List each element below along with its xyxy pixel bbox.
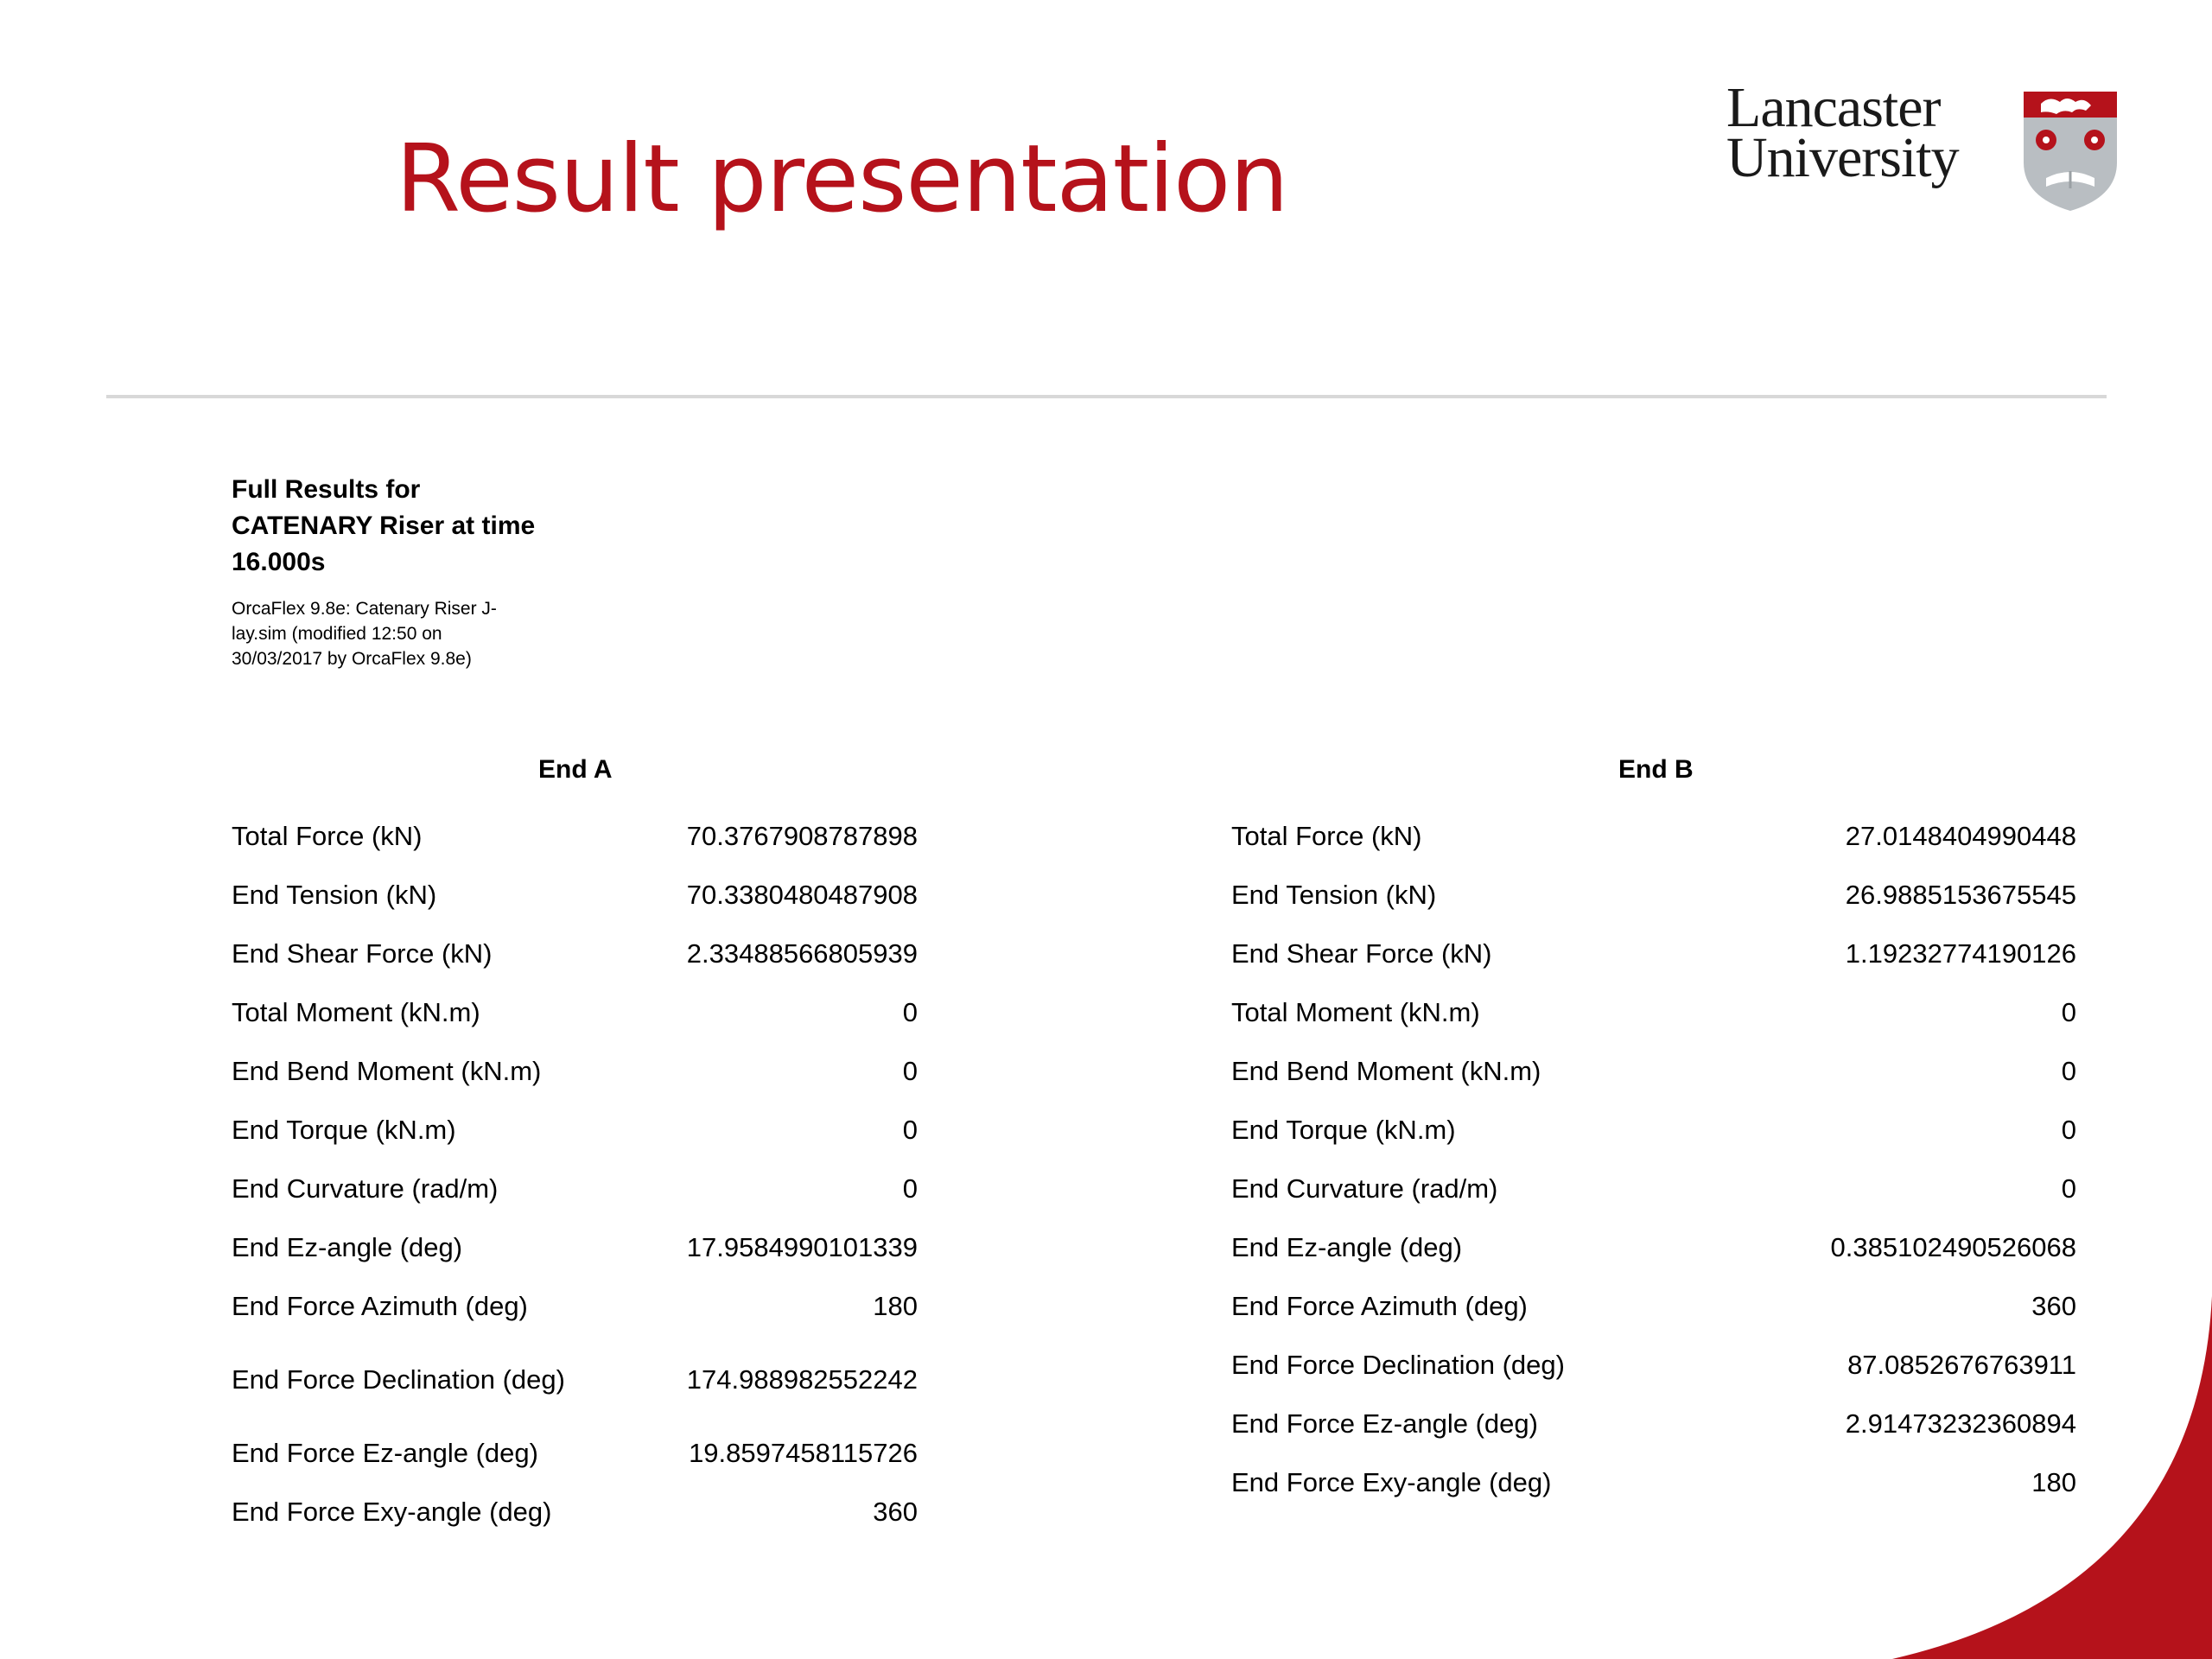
row-label: End Tension (kN) [232, 880, 437, 910]
table-row [1231, 983, 2076, 1042]
row-value: 87.0852676763911 [1847, 1350, 2076, 1380]
table-row [1231, 1218, 2076, 1277]
row-label: End Torque (kN.m) [1231, 1115, 1456, 1145]
row-label: End Force Exy-angle (deg) [1231, 1467, 1552, 1497]
row-label: Total Moment (kN.m) [1231, 997, 1480, 1027]
row-label: End Curvature (rad/m) [232, 1173, 499, 1204]
row-value: 70.3767908787898 [686, 821, 918, 851]
row-label: End Force Ez-angle (deg) [232, 1438, 538, 1468]
row-value: 0 [902, 1115, 918, 1145]
row-value: 0 [902, 1056, 918, 1086]
row-label: Total Force (kN) [1231, 821, 1422, 851]
row-label: End Ez-angle (deg) [1231, 1232, 1463, 1262]
corner-swoosh [1858, 1296, 2212, 1659]
row-value: 360 [2031, 1291, 2076, 1321]
table-row [1231, 1042, 2076, 1101]
row-label: End Ez-angle (deg) [232, 1232, 463, 1262]
row-label: End Force Declination (deg) [232, 1364, 565, 1395]
row-value: 17.9584990101339 [686, 1232, 918, 1262]
row-label: End Force Declination (deg) [1231, 1350, 1565, 1380]
row-label: End Shear Force (kN) [1231, 938, 1492, 969]
university-logo [1726, 76, 2124, 221]
table-row [232, 925, 918, 983]
row-value: 0 [2061, 997, 2076, 1027]
results-subheading: OrcaFlex 9.8e: Catenary Riser J-lay.sim (modified 12:50 on 30/03/2017 by OrcaFlex 9.8e) [232, 599, 497, 669]
row-label: End Bend Moment (kN.m) [1231, 1056, 1541, 1086]
row-label: End Tension (kN) [1231, 880, 1437, 910]
row-label: End Shear Force (kN) [232, 938, 493, 969]
row-value: 174.988982552242 [686, 1364, 918, 1395]
table-row [232, 1336, 918, 1424]
row-label: End Torque (kN.m) [232, 1115, 456, 1145]
table-row [232, 1160, 918, 1218]
table-row [232, 1483, 918, 1541]
row-value: 0 [902, 997, 918, 1027]
row-value: 1.19232774190126 [1845, 938, 2076, 969]
row-label: End Force Azimuth (deg) [1231, 1291, 1528, 1321]
row-value: 180 [2031, 1467, 2076, 1497]
table-row [1231, 925, 2076, 983]
row-label: Total Moment (kN.m) [232, 997, 480, 1027]
row-value: 2.33488566805939 [686, 938, 918, 969]
row-value: 0 [2061, 1056, 2076, 1086]
table-row [232, 866, 918, 925]
crest-icon [2020, 88, 2120, 213]
row-value: 0.385102490526068 [1830, 1232, 2076, 1262]
row-value: 0 [2061, 1173, 2076, 1204]
row-value: 0 [902, 1173, 918, 1204]
row-label: End Force Azimuth (deg) [232, 1291, 528, 1321]
row-value: 360 [873, 1497, 918, 1527]
table-row [1231, 866, 2076, 925]
table-row [1231, 1101, 2076, 1160]
logo-wordmark [1726, 76, 1959, 189]
table-row [1231, 1160, 2076, 1218]
row-label: End Force Ez-angle (deg) [1231, 1408, 1538, 1439]
table-row [232, 1277, 918, 1336]
table-row [232, 1042, 918, 1101]
table-row [232, 1424, 918, 1483]
end-a-title: End A [538, 755, 613, 784]
logo-line-1: Lancaster [1726, 76, 1941, 139]
logo-line-2: University [1726, 126, 1959, 189]
table-row [232, 1101, 918, 1160]
row-label: Total Force (kN) [232, 821, 423, 851]
row-label: End Curvature (rad/m) [1231, 1173, 1498, 1204]
end-a-table [232, 752, 918, 1541]
row-value: 180 [873, 1291, 918, 1321]
row-value: 26.9885153675545 [1845, 880, 2076, 910]
row-value: 27.0148404990448 [1845, 821, 2076, 851]
results-heading: Full Results for CATENARY Riser at time 16.000s [232, 475, 536, 576]
row-label: End Force Exy-angle (deg) [232, 1497, 552, 1527]
end-b-title: End B [1618, 755, 1694, 784]
table-row [1231, 807, 2076, 866]
row-label: End Bend Moment (kN.m) [232, 1056, 542, 1086]
header-divider [106, 395, 2107, 398]
table-row [232, 983, 918, 1042]
table-row [232, 807, 918, 866]
table-row [232, 1218, 918, 1277]
row-value: 19.8597458115726 [689, 1438, 918, 1468]
row-value: 70.3380480487908 [686, 880, 918, 910]
row-value: 0 [2061, 1115, 2076, 1145]
slide-title: Result presentation [396, 125, 1288, 233]
row-value: 2.91473232360894 [1845, 1408, 2076, 1439]
